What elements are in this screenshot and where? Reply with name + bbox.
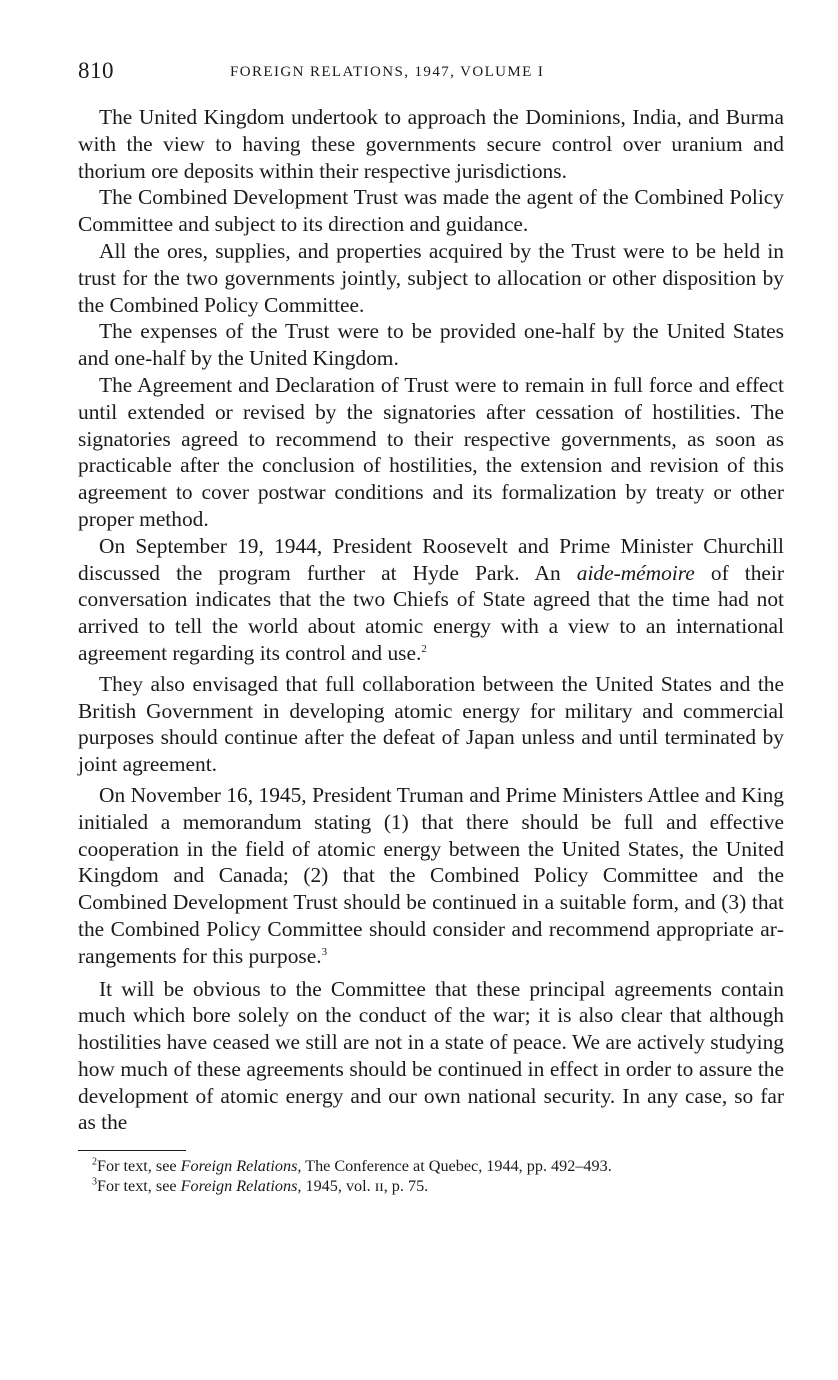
footnote-marker: 2 <box>92 1156 97 1168</box>
footnote-text: For text, see <box>97 1176 181 1195</box>
footnote-divider <box>78 1150 186 1151</box>
paragraph: The expenses of the Trust were to be provided one-half by the United States and one-half by the United Kingdom. <box>78 319 784 371</box>
paragraph-text: On November 16, 1945, President Truman and Prime Ministers Attlee and King initialed a memorandum stating (1) that there should be full and effective cooperation in the field of atomic energy between the United States, the United Kingdom and Canada; (2) that the Combined Policy Committee and the Combined Development Trust should be continued in a suitable form, and (3) that the Combined Policy Committee should consider and recommend appropriate arrangements for this purpose. <box>78 782 784 968</box>
footnote-reference[interactable]: 3 <box>321 945 328 958</box>
paragraph: All the ores, supplies, and properties acquired by the Trust were to be held in trust for the two governments jointly, subject to allocation or other disposition by the Combined Policy Committee. <box>78 238 784 317</box>
paragraph: The United Kingdom undertook to approach the Dominions, India, and Burma with the view to having these governments secure control over uranium and thorium ore deposits within their respective jurisdictions. <box>78 105 784 183</box>
paragraph <box>78 533 784 667</box>
footnote-marker: 3 <box>92 1176 97 1188</box>
paragraph: They also envisaged that full collaboration between the United States and the British Government in developing atomic energy for military and commercial purposes should continue after the defeat of Japan unless and until terminated by joint agreement. <box>78 671 784 777</box>
footnote-reference[interactable]: 2 <box>421 642 427 655</box>
paragraph-text: of their conversation indicates that the two Chiefs of State agreed that the time had not arrived to tell the world about atomic energy with a view to an international agreement regarding its control and use. <box>78 560 784 665</box>
footnote <box>78 1177 784 1197</box>
paragraph <box>78 782 784 970</box>
footnote-text: 1945, vol. ɪɪ, p. 75. <box>301 1176 429 1195</box>
body-text <box>78 104 784 1136</box>
page-header <box>78 58 784 88</box>
paragraph: The Combined Development Trust was made the agent of the Combined Policy Committee and subject to its direction and guidance. <box>78 185 784 237</box>
page-number: 810 <box>78 58 114 83</box>
paragraph-text: On September 19, 1944, President Roosevelt and Prime Minister Churchill discussed the program further at Hyde Park. An <box>78 533 784 585</box>
footnotes <box>78 1157 784 1196</box>
document-page <box>78 58 784 1196</box>
running-head: FOREIGN RELATIONS, 1947, VOLUME I <box>230 64 545 80</box>
paragraph: It will be obvious to the Committee that these principal agreements contain much which bore solely on the conduct of the war; it is also clear that although hostilities have ceased we still are not in a state of peace. We are actively studying how much of these agreements should be continued in effect in order to assure the development of atomic energy and our own national security. In any case, so far as the <box>78 976 784 1135</box>
italic-term: aide-mémoire <box>576 560 695 585</box>
footnote-italic: Foreign Relations, <box>180 1157 302 1176</box>
footnote-text: The Conference at Quebec, 1944, pp. 492–493. <box>301 1157 612 1176</box>
footnote-italic: Foreign Relations, <box>180 1176 302 1195</box>
footnote <box>78 1157 784 1177</box>
footnote-text: For text, see <box>97 1157 181 1176</box>
paragraph: The Agreement and Declaration of Trust were to remain in full force and effect until extended or revised by the signatories after cessation of hostilities. The signatories agreed to recommend to their respective governments, as soon as practicable after the conclusion of hostilities, the extension and revision of this agreement to cover postwar conditions and its formalization by treaty or other proper method. <box>78 372 784 531</box>
